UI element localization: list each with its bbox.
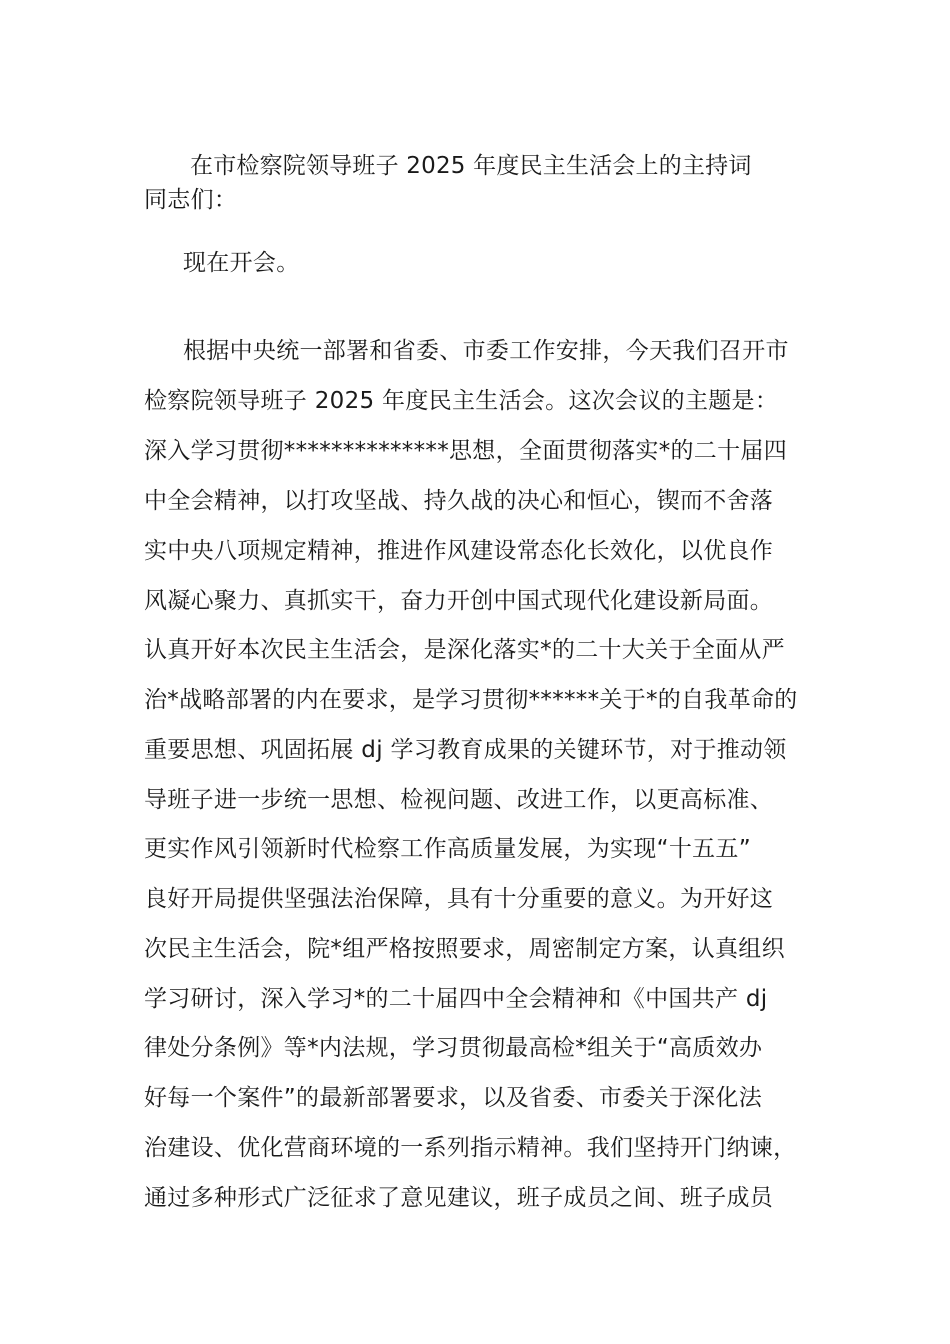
body-line: 根据中央统一部署和省委、市委工作安排，今天我们召开市	[183, 338, 789, 364]
body-line: 导班子进一步统一思想、检视问题、改进工作，以更高标准、	[144, 787, 774, 813]
body-line: 治*战略部署的内在要求，是学习贯彻******关于*的自我革命的	[144, 687, 798, 713]
body-line: 更实作风引领新时代检察工作高质量发展，为实现“十五五”	[144, 836, 751, 862]
opening-line: 现在开会。	[183, 250, 300, 276]
body-line: 治建设、优化营商环境的一系列指示精神。我们坚持开门纳谏，	[144, 1135, 797, 1161]
body-line: 认真开好本次民主生活会，是深化落实*的二十大关于全面从严	[144, 637, 785, 663]
body-line: 实中央八项规定精神，推进作风建设常态化长效化，以优良作	[144, 538, 774, 564]
body-line: 重要思想、巩固拓展 dj 学习教育成果的关键环节，对于推动领	[144, 737, 787, 763]
body-line: 检察院领导班子 2025 年度民主生活会。这次会议的主题是：	[144, 388, 779, 414]
body-line: 良好开局提供坚强法治保障，具有十分重要的意义。为开好这	[144, 886, 774, 912]
body-line: 次民主生活会，院*组严格按照要求，周密制定方案，认真组织	[144, 936, 785, 962]
body-line: 风凝心聚力、真抓实干，奋力开创中国式现代化建设新局面。	[144, 588, 774, 614]
body-line: 好每一个案件”的最新部署要求，以及省委、市委关于深化法	[144, 1085, 763, 1111]
document-title: 在市检察院领导班子 2025 年度民主生活会上的主持词	[190, 153, 752, 179]
body-line: 中全会精神，以打攻坚战、持久战的决心和恒心，锲而不舍落	[144, 488, 774, 514]
body-line: 律处分条例》等*内法规，学习贯彻最高检*组关于“高质效办	[144, 1035, 763, 1061]
salutation: 同志们：	[144, 187, 238, 213]
body-line: 深入学习贯彻**************思想，全面贯彻落实*的二十届四	[144, 438, 787, 464]
body-line: 通过多种形式广泛征求了意见建议，班子成员之间、班子成员	[144, 1185, 774, 1211]
body-line: 学习研讨，深入学习*的二十届四中全会精神和《中国共产 dj	[144, 986, 768, 1012]
